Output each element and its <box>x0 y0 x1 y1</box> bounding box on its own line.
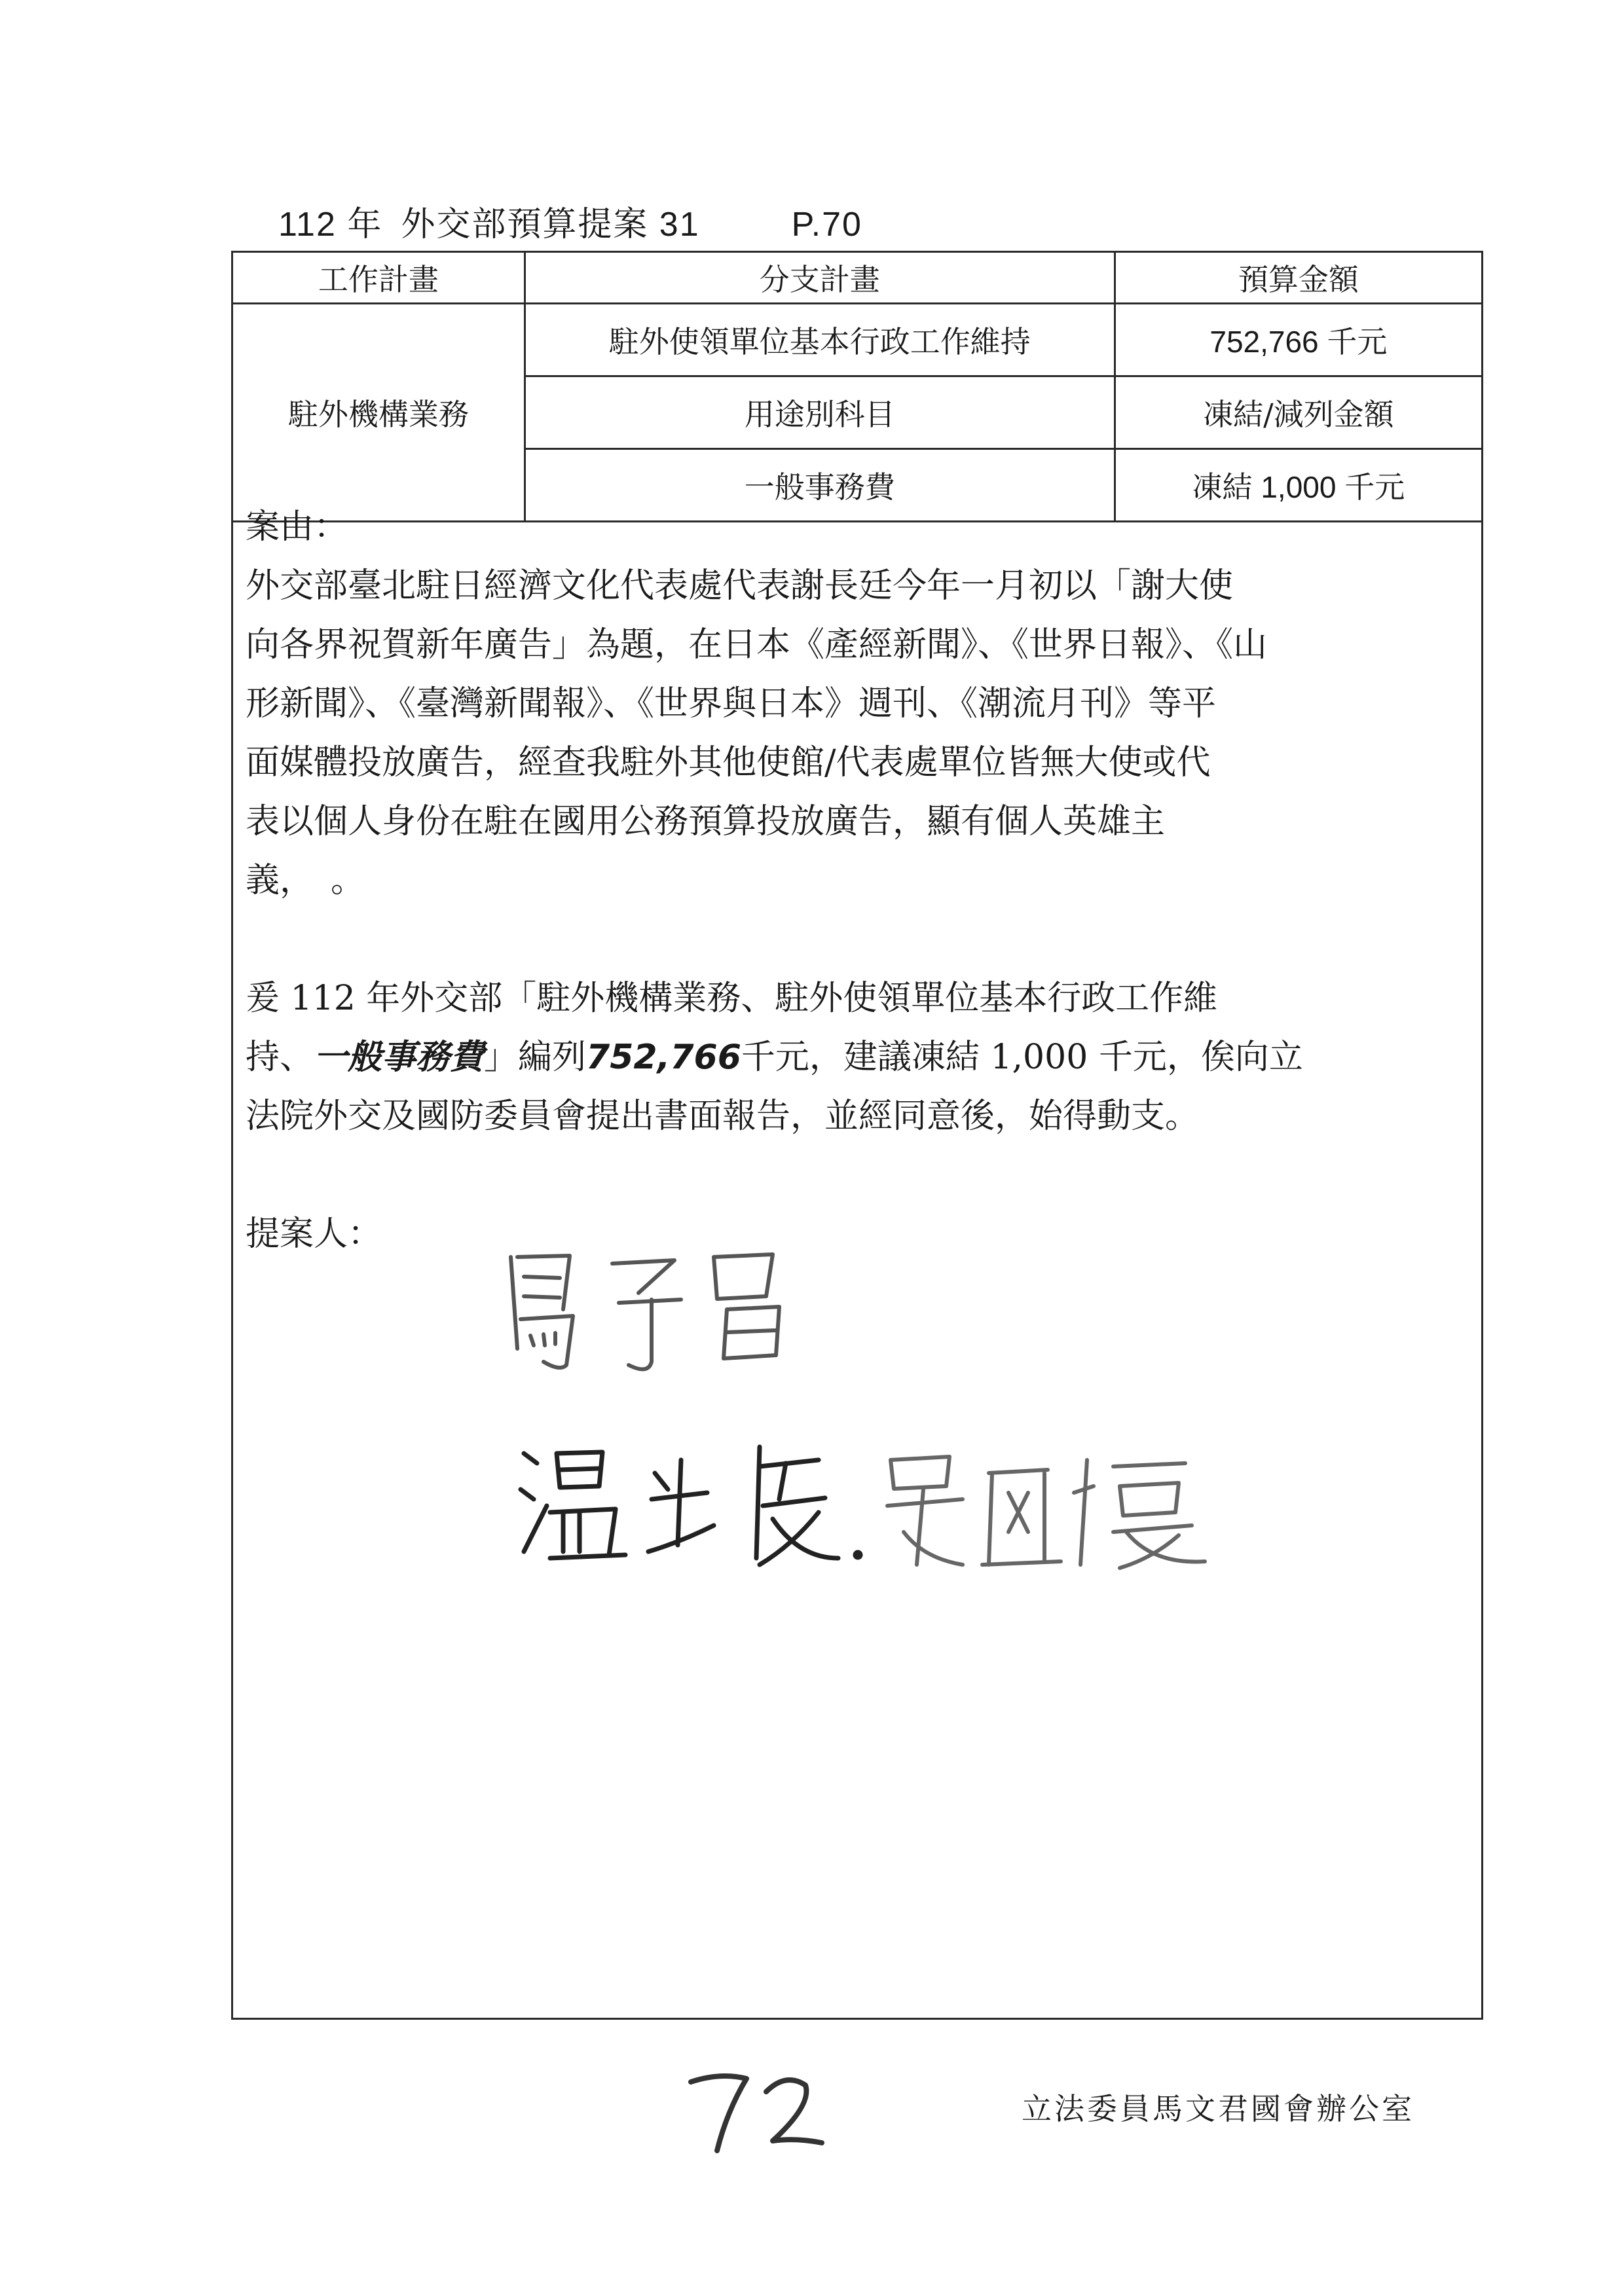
table-row <box>233 304 1481 376</box>
reason-line: 形新聞》、《臺灣新聞報》、《世界與日本》週刊、《潮流月刊》等平 <box>246 684 1217 723</box>
col-header-branch-plan: 分支計畫 <box>525 253 1115 304</box>
budget-amount-cell: 752,766 千元 <box>1115 304 1481 376</box>
office-name: 立法委員馬文君國會辦公室 <box>1022 2091 1414 2126</box>
work-plan-cell: 駐外機構業務 <box>233 304 525 522</box>
resolution-line: 法院外交及國防委員會提出書面報告，並經同意後，始得動支。 <box>246 1097 1200 1136</box>
header-page: P.70 <box>791 206 862 244</box>
use-item-cell: 一般事務費 <box>525 449 1115 522</box>
reason-line: 面媒體投放廣告，經查我駐外其他使館/代表處單位皆無大使或代 <box>246 743 1211 782</box>
signature-wu-szu-huai <box>877 1434 1244 1578</box>
resolution-line: 爰 112 年外交部「駐外機構業務、駐外使領單位基本行政工作維 <box>246 979 1218 1018</box>
reason-line: 外交部臺北駐日經濟文化代表處代表謝長廷今年一月初以「謝大使 <box>246 566 1234 606</box>
signature-ma-wen-chun <box>498 1231 812 1388</box>
handwritten-amount: 752,766 <box>586 1038 741 1077</box>
proposal-body <box>246 498 1477 1264</box>
resolution-text: 」編列 <box>484 1038 587 1077</box>
handwritten-page-number <box>681 2059 832 2160</box>
resolution-line <box>246 1028 1477 1087</box>
reason-line: 表以個人身份在駐在國用公務預算投放廣告，顯有個人英雄主 <box>246 802 1166 841</box>
freeze-amount-cell: 凍結 1,000 千元 <box>1115 449 1481 522</box>
table-header-row <box>233 253 1481 304</box>
reason-line: 向各界祝賀新年廣告」為題，在日本《產經新聞》、《世界日報》、《山 <box>246 625 1268 665</box>
reason-label: 案由： <box>246 507 348 547</box>
reason-line: 義， 。 <box>246 861 365 900</box>
resolution-text: 千元，建議凍結 1,000 千元，俟向立 <box>741 1038 1303 1077</box>
resolution-text: 持、 <box>246 1038 314 1077</box>
handwritten-item: 一般事務費 <box>314 1038 485 1077</box>
signature-wen-yu-hsia <box>511 1427 877 1578</box>
col-header-budget-amount: 預算金額 <box>1115 253 1481 304</box>
branch-plan-cell: 駐外使領單位基本行政工作維持 <box>525 304 1115 376</box>
col-header-work-plan: 工作計畫 <box>233 253 525 304</box>
use-label-cell: 用途別科目 <box>525 376 1115 449</box>
header-title: 外交部預算提案 31 <box>401 206 700 244</box>
document-header <box>278 196 862 246</box>
header-year: 112 年 <box>278 206 383 244</box>
freeze-label-cell: 凍結/減列金額 <box>1115 376 1481 449</box>
budget-table <box>233 253 1481 522</box>
proposer-label: 提案人： <box>246 1214 382 1254</box>
